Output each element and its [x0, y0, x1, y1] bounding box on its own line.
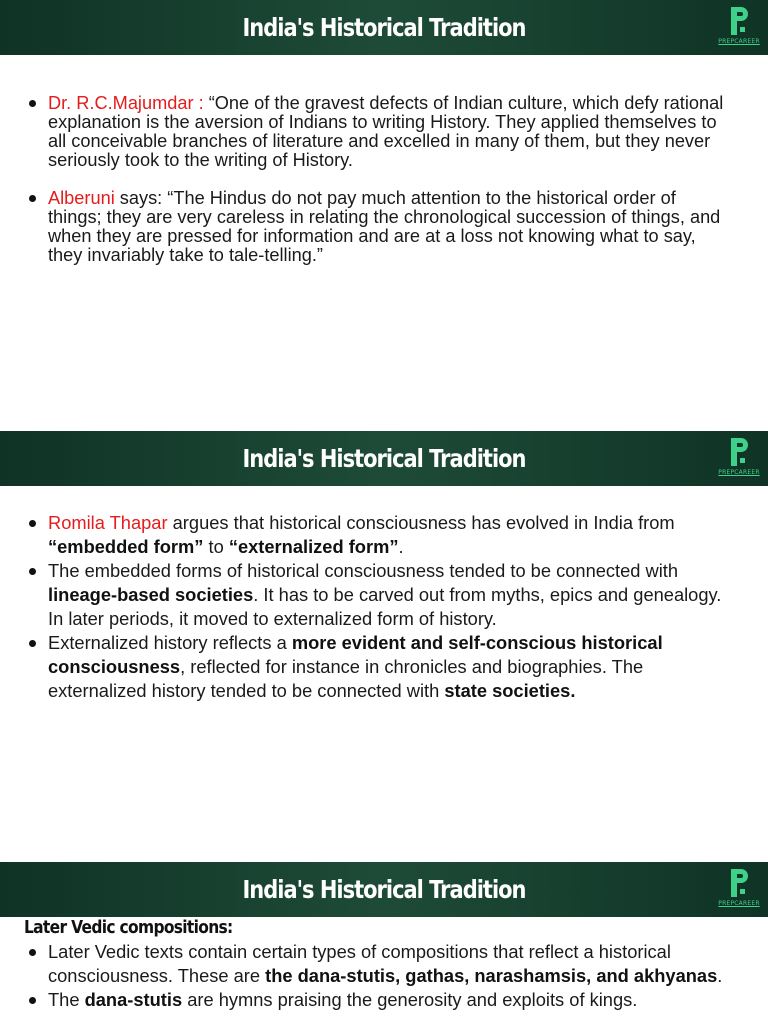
- slide-2: [0, 431, 768, 861]
- list-item: [26, 511, 726, 559]
- body-text: .: [398, 536, 404, 557]
- bold-term: more evident and self-conscious historical consciousness: [48, 632, 663, 677]
- bullet-list: [26, 940, 726, 1012]
- quote-author: Alberuni: [48, 188, 115, 208]
- bullet-list: [26, 511, 726, 703]
- brand-logo-text: PREPCAREER: [718, 469, 760, 476]
- slide-3: [0, 862, 768, 1024]
- quote-text: “One of the gravest defects of Indian culture, which defy rational explanation is the aversion of Indians to writing History. They applied themselves to all conceivable branches of literature and excelled in many of them, but they never seriously took to the writing of History.: [48, 93, 724, 170]
- bold-term: lineage-based societies: [48, 584, 254, 605]
- bold-term: dana-stutis: [84, 989, 183, 1010]
- brand-logo-icon: [728, 5, 750, 37]
- list-item: [26, 988, 726, 1012]
- quote-text: says: “The Hindus do not pay much attention to the historical order of things; they are very careless in relating the chronological succession of things, and when they are pressed for information and are at a loss not knowing what to say, they invariably take to tale-telling.”: [48, 188, 721, 265]
- quote-author: Romila Thapar: [48, 512, 168, 533]
- slide-title: India's Historical Tradition: [242, 875, 526, 904]
- brand-logo: [716, 867, 762, 911]
- body-text: , reflected for instance in chronicles and biographies. The externalized history tended to be connected with: [48, 656, 644, 701]
- body-text: The: [48, 989, 85, 1010]
- list-item: [26, 94, 726, 170]
- bold-term: “externalized form”: [228, 536, 399, 557]
- brand-logo-text: PREPCAREER: [718, 38, 760, 45]
- brand-logo-icon: [728, 867, 750, 899]
- bold-term: state societies.: [444, 680, 576, 701]
- section-heading: Later Vedic compositions:: [24, 917, 233, 938]
- list-item: [26, 940, 726, 988]
- body-text: argues that historical consciousness has evolved in India from: [167, 512, 675, 533]
- body-text: The embedded forms of historical consciousness tended to be connected with: [48, 560, 679, 581]
- quote-author: Dr. R.C.Majumdar :: [48, 93, 204, 113]
- brand-logo-icon: [728, 436, 750, 468]
- bold-term: the dana-stutis, gathas, narashamsis, and akhyanas: [265, 965, 718, 986]
- body-text: .: [717, 965, 723, 986]
- brand-logo: [716, 436, 762, 480]
- bullet-list: [26, 94, 726, 284]
- brand-logo: [716, 5, 762, 49]
- brand-logo-text: PREPCAREER: [718, 900, 760, 907]
- body-text: Later Vedic texts contain certain types of compositions that reflect a historical consciousness. These are: [48, 941, 671, 986]
- list-item: [26, 631, 726, 703]
- body-text: Externalized history reflects a: [48, 632, 292, 653]
- list-item: [26, 189, 726, 265]
- slide-1: [0, 0, 768, 430]
- slide-title: India's Historical Tradition: [242, 13, 526, 42]
- body-text: . It has to be carved out from myths, epics and genealogy. In later periods, it moved to externalized form of history.: [48, 584, 722, 629]
- body-text: to: [203, 536, 229, 557]
- body-text: are hymns praising the generosity and exploits of kings.: [182, 989, 638, 1010]
- bold-term: “embedded form”: [48, 536, 204, 557]
- list-item: [26, 559, 726, 631]
- slide-title: India's Historical Tradition: [242, 444, 526, 473]
